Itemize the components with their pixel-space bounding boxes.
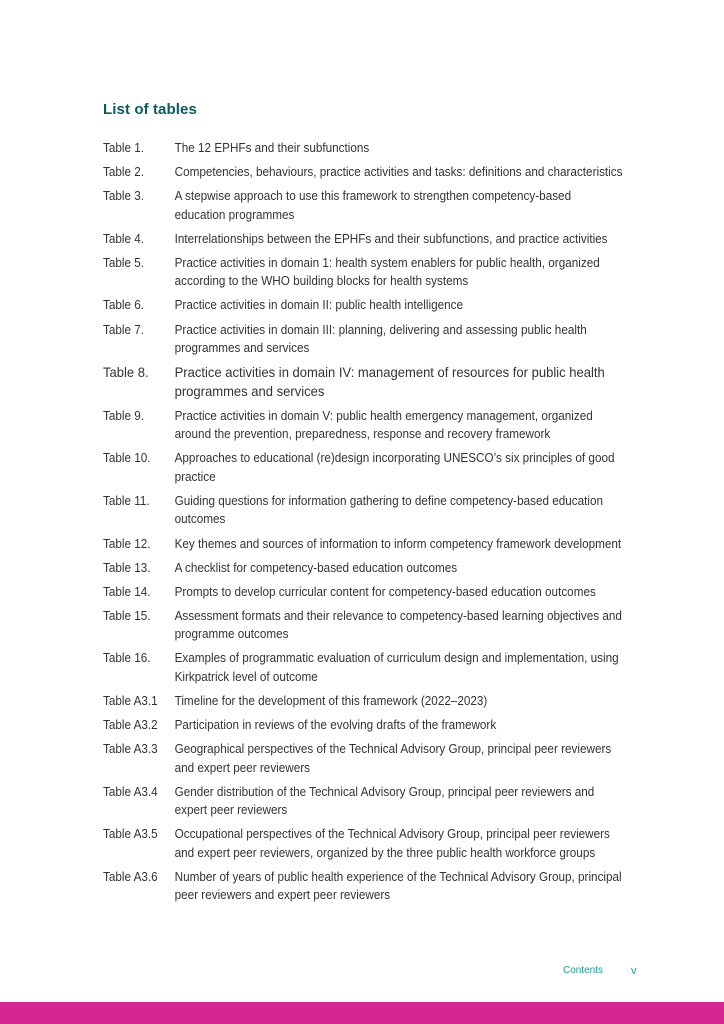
table-number: Table 1. <box>103 141 145 155</box>
table-number: Table A3.4 <box>103 784 158 799</box>
list-item[interactable] <box>103 559 642 578</box>
contents-link[interactable]: Contents <box>563 965 604 976</box>
table-caption: A checklist for competency-based education outcomes <box>174 560 458 575</box>
table-number: Table 6. <box>103 298 145 313</box>
table-caption: Practice activities in domain II: public health intelligence <box>174 298 464 313</box>
table-caption: Geographical perspectives of the Technical Advisory Group, principal peer reviewers and expert peer reviewers <box>174 742 612 775</box>
list-item[interactable] <box>103 321 642 358</box>
list-item[interactable] <box>103 187 642 224</box>
table-number: Table A3.6 <box>103 869 158 884</box>
list-item[interactable] <box>103 649 642 686</box>
list-item[interactable] <box>103 692 642 711</box>
list-item[interactable] <box>103 535 642 554</box>
table-caption: Gender distribution of the Technical Advisory Group, principal peer reviewers and expert peer reviewers <box>174 784 595 818</box>
table-number: Table 5. <box>103 255 145 270</box>
list-item[interactable] <box>103 716 642 735</box>
table-caption: Timeline for the development of this framework (2022–2023) <box>174 694 488 708</box>
list-item[interactable] <box>103 230 642 249</box>
table-number: Table 10. <box>103 451 151 466</box>
table-number: Table 3. <box>103 189 145 204</box>
table-caption: Interrelationships between the EPHFs and their subfunctions, and practice activities <box>174 231 608 246</box>
table-caption: Guiding questions for information gathering to define competency-based education outcomes <box>174 493 604 527</box>
table-caption: Prompts to develop curricular content for competency-based education outcomes <box>174 584 596 599</box>
list-item[interactable] <box>103 254 642 291</box>
table-caption: Competencies, behaviours, practice activities and tasks: definitions and characteristics <box>174 165 623 180</box>
table-caption: Number of years of public health experience of the Technical Advisory Group, principal peer reviewers and expert peer reviewers <box>174 869 622 903</box>
table-number: Table 2. <box>103 165 145 180</box>
list-item[interactable] <box>103 449 642 486</box>
list-item[interactable] <box>103 583 642 602</box>
footer-color-bar <box>0 1002 724 1024</box>
list-item[interactable] <box>103 825 642 862</box>
table-number: Table A3.2 <box>103 718 158 733</box>
list-item[interactable] <box>103 607 642 644</box>
table-caption: Examples of programmatic evaluation of curriculum design and implementation, using Kirkpatrick level of outcome <box>174 651 619 684</box>
list-item[interactable] <box>103 492 642 529</box>
table-number: Table 12. <box>103 536 151 551</box>
list-item[interactable] <box>103 363 642 401</box>
list-item[interactable] <box>103 740 642 777</box>
list-item[interactable] <box>103 163 642 182</box>
table-number: Table 7. <box>103 322 145 337</box>
table-number: Table 8. <box>103 364 149 381</box>
table-caption: Practice activities in domain V: public health emergency management, organized around the prevention, preparedness, response and recovery framework <box>174 408 593 442</box>
table-number: Table A3.5 <box>103 827 158 842</box>
table-caption: The 12 EPHFs and their subfunctions <box>174 141 370 155</box>
page-title: List of tables <box>103 101 197 118</box>
table-number: Table 13. <box>103 560 151 575</box>
table-caption: Key themes and sources of information to inform competency framework development <box>174 536 622 551</box>
list-item[interactable] <box>103 783 642 820</box>
table-caption: Occupational perspectives of the Technical Advisory Group, principal peer reviewers and expert peer reviewers, organized by the three public health workforce groups <box>174 827 610 860</box>
table-caption: Approaches to educational (re)design incorporating UNESCO’s six principles of good practice <box>174 451 615 484</box>
table-number: Table 14. <box>103 584 151 599</box>
table-list <box>103 139 643 911</box>
table-caption: Practice activities in domain III: planning, delivering and assessing public health programmes and services <box>174 322 587 356</box>
table-caption: A stepwise approach to use this framework to strengthen competency-based education programmes <box>174 189 572 222</box>
table-caption: Participation in reviews of the evolving drafts of the framework <box>174 718 497 733</box>
list-item[interactable] <box>103 868 642 905</box>
table-number: Table 11. <box>103 493 150 508</box>
table-number: Table 16. <box>103 651 151 666</box>
table-number: Table 9. <box>103 408 145 423</box>
page-number: v <box>631 965 637 977</box>
table-caption: Assessment formats and their relevance to competency-based learning objectives and programme outcomes <box>174 608 622 642</box>
list-item[interactable] <box>103 407 642 444</box>
table-caption: Practice activities in domain 1: health system enablers for public health, organized according to the WHO building blocks for health systems <box>174 255 600 289</box>
table-caption: Practice activities in domain IV: management of resources for public health programmes and services <box>174 364 605 400</box>
table-number: Table 4. <box>103 231 145 246</box>
list-item[interactable] <box>103 296 642 315</box>
table-number: Table A3.1 <box>103 694 158 708</box>
table-number: Table 15. <box>103 608 151 623</box>
list-item[interactable] <box>103 139 642 158</box>
table-number: Table A3.3 <box>103 742 158 757</box>
